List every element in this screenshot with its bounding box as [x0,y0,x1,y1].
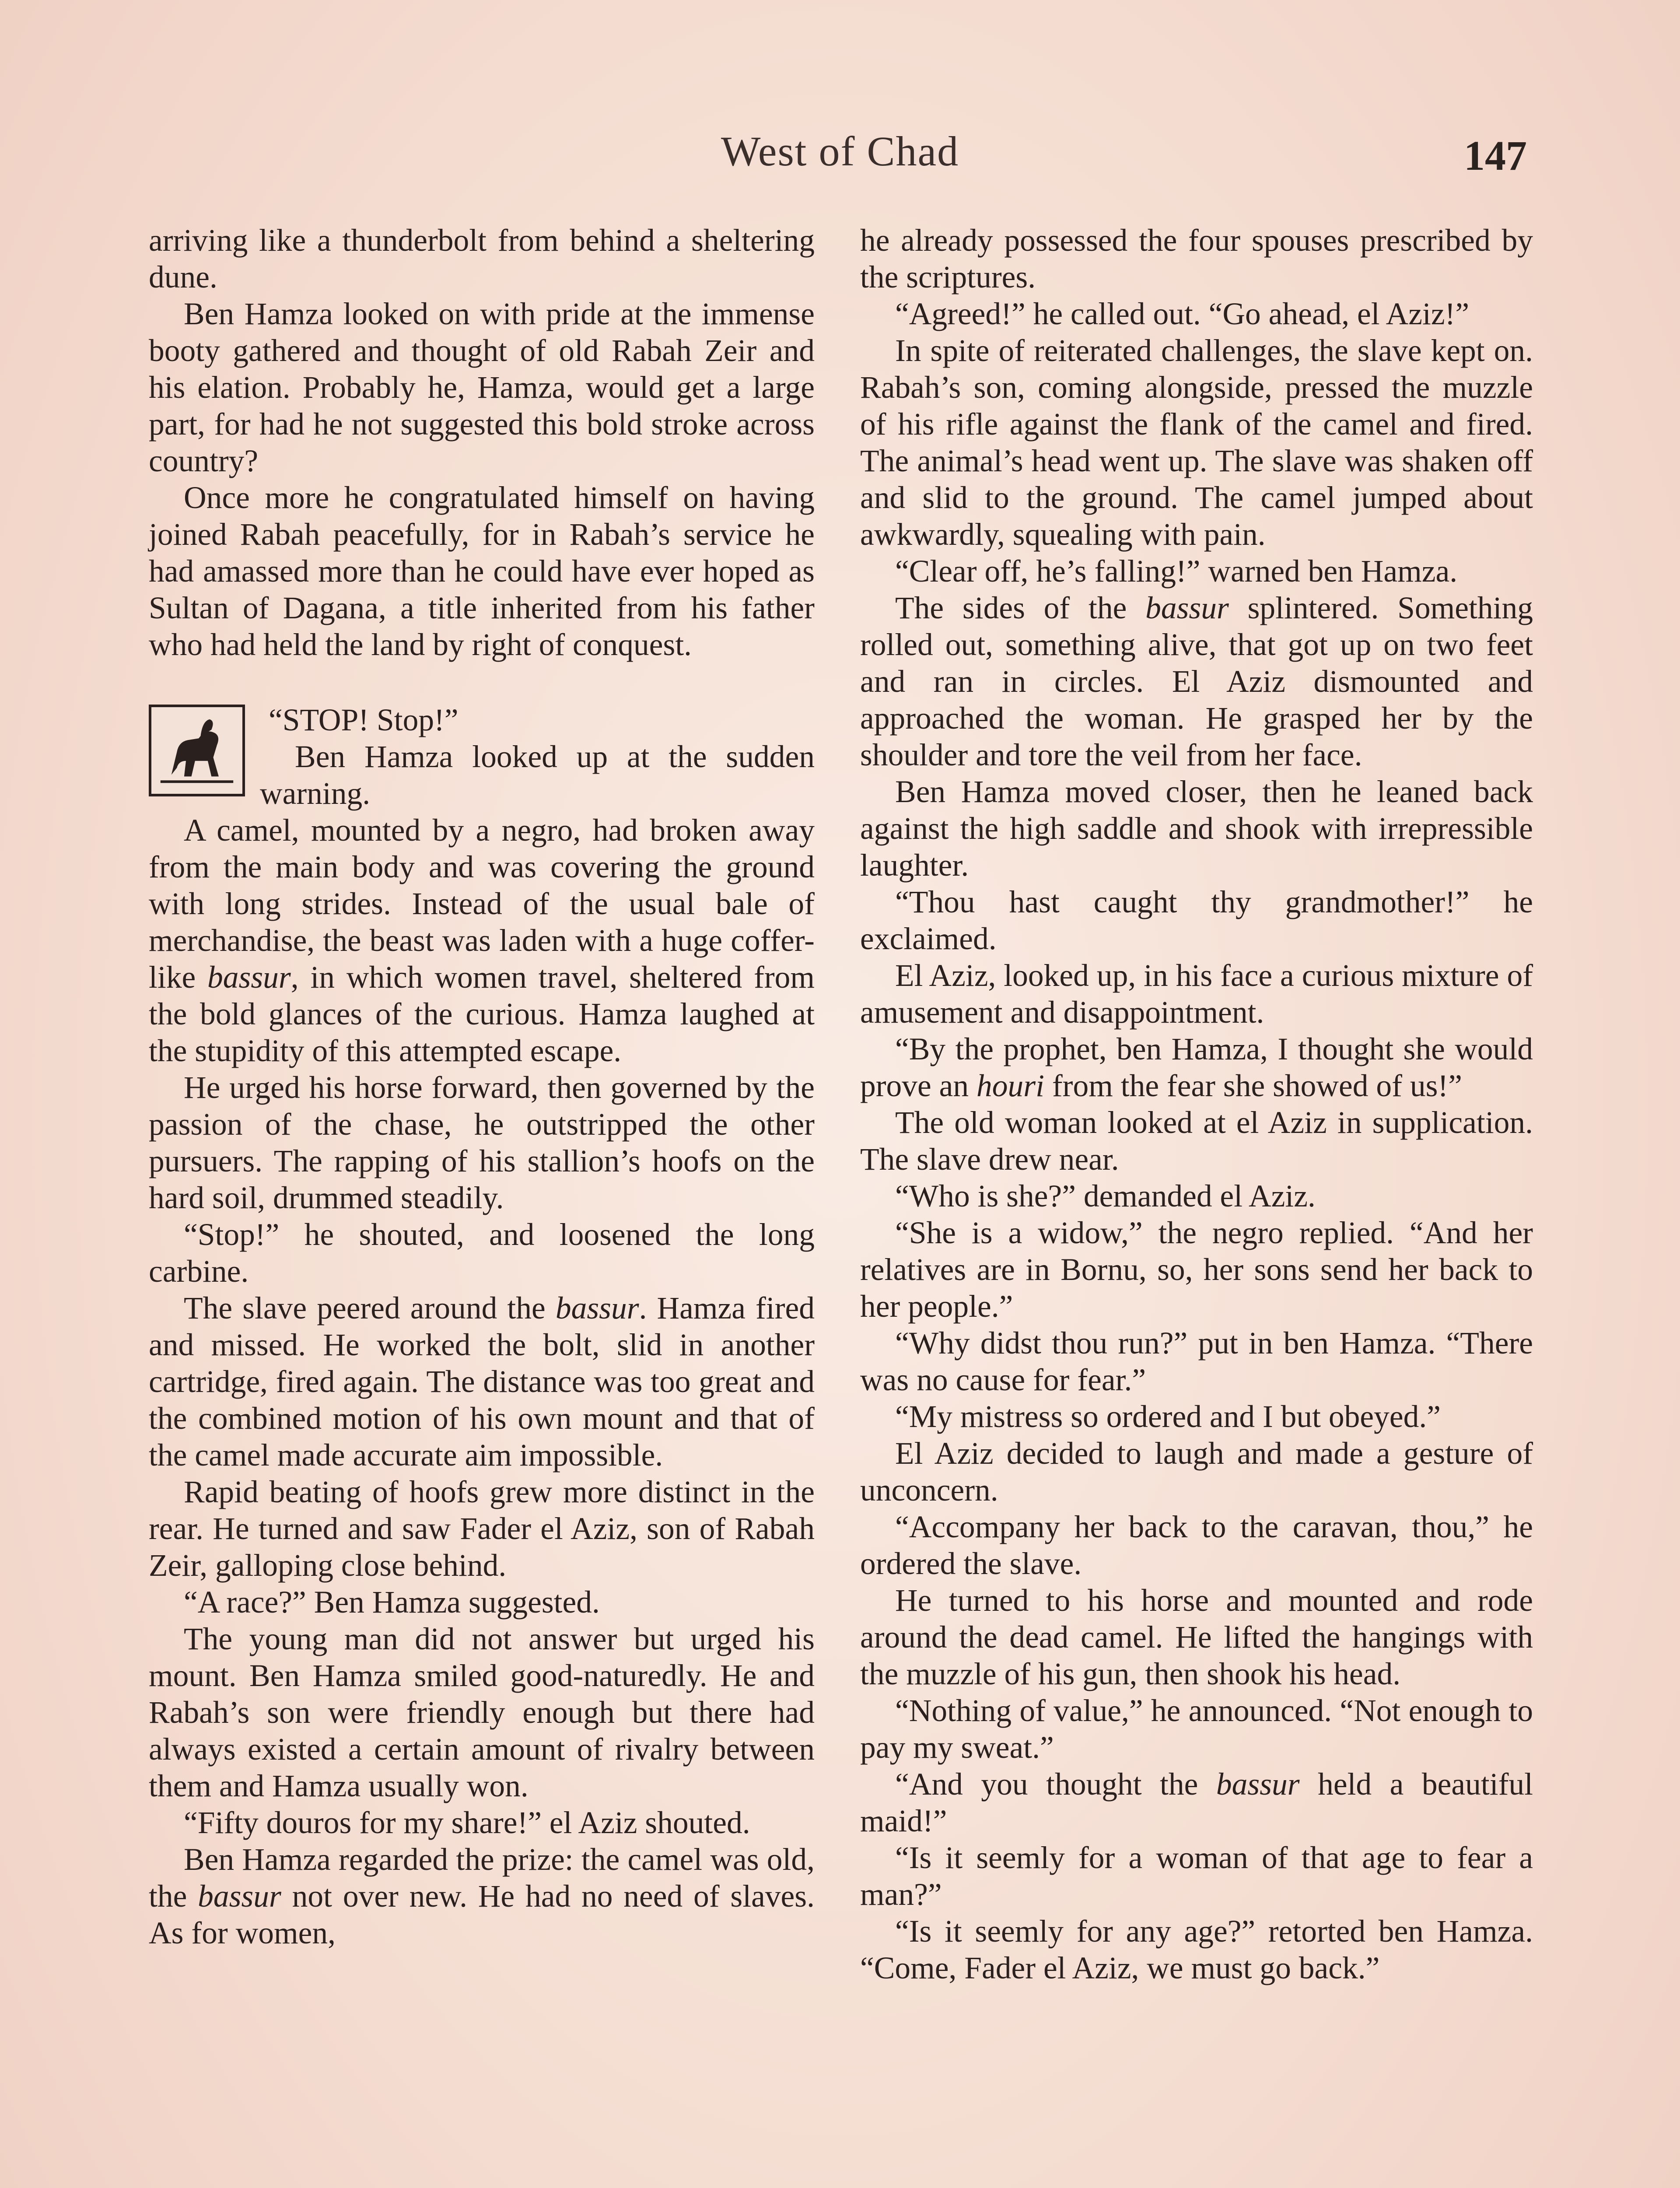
paragraph: “And you thought the bassur held a beautiful maid!” [860,1767,1533,1838]
paragraph: “A race?” Ben Hamza suggested. [184,1585,600,1620]
paragraph: “Who is she?” demanded el Aziz. [895,1179,1316,1213]
paragraph: The sides of the bassur splintered. Something rolled out, something alive, that got up on two feet and ran in circles. El Aziz dismounted and approached the woman. He grasped her by the shoulder and tore the veil from her face. [860,591,1533,772]
page-header-title: West of Chad [721,128,959,175]
paragraph: “Accompany her back to the caravan, thou,” he ordered the slave. [860,1510,1533,1581]
paragraph: “Why didst thou run?” put in ben Hamza. “There was no cause for fear.” [860,1326,1533,1397]
page-number: 147 [1464,132,1527,179]
paragraph: El Aziz decided to laugh and made a gesture of unconcern. [860,1436,1533,1508]
paragraph: “Is it seemly for a woman of that age to fear a man?” [860,1841,1533,1912]
rider-on-camel-illustration-icon [149,705,245,796]
paragraph: Ben Hamza looked on with pride at the immense booty gathered and thought of old Rabah Zeir and his elation. Probably he, Hamza, would get a large part, for had he not suggested this bold stroke across country? [149,297,815,478]
paragraph: The slave peered around the bassur. Hamza fired and missed. He worked the bolt, slid in another cartridge, fired again. The distance was too great and the combined motion of his own mount and that of the camel made accurate aim impossible. [149,1291,815,1473]
paragraph: A camel, mounted by a negro, had broken away from the main body and was covering the ground with long strides. Instead of the usual bale of merchandise, the beast was laden with a huge coffer-like bassur, in which women travel, sheltered from the bold glances of the curious. Hamza laughed at the stupidity of this attempted escape. [149,813,815,1068]
paragraph: Once more he congratulated himself on having joined Rabah peacefully, for in Rabah’s service he had amassed more than he could have ever hoped as Sultan of Dagana, a title inherited from his father who had held the land by right of conquest. [149,480,815,662]
paragraph: “Stop!” he shouted, and loosened the long carbine. [149,1217,815,1289]
paragraph: “By the prophet, ben Hamza, I thought she would prove an houri from the fear she showed of us!” [860,1032,1533,1103]
paragraph: El Aziz, looked up, in his face a curious mixture of amusement and disappointment. [860,958,1533,1030]
paragraph: “Clear off, he’s falling!” warned ben Hamza. [895,554,1458,589]
paragraph: “Agreed!” he called out. “Go ahead, el Aziz!” [895,297,1470,331]
left-column [149,222,815,1952]
paragraph: He turned to his horse and mounted and rode around the dead camel. He lifted the hangings with the muzzle of his gun, then shook his head. [860,1583,1533,1691]
paragraph: In spite of reiterated challenges, the slave kept on. Rabah’s son, coming alongside, pressed the muzzle of his rifle against the flank of the camel and fired. The animal’s head went up. The slave was shaken off and slid to the ground. The camel jumped about awkwardly, squealing with pain. [860,333,1533,552]
paragraph: “Is it seemly for any age?” retorted ben Hamza. “Come, Fader el Aziz, we must go back.” [860,1914,1533,1985]
section-opening [149,702,815,812]
paragraph: The old woman looked at el Aziz in supplication. The slave drew near. [860,1105,1533,1177]
paragraph: he already possessed the four spouses prescribed by the scriptures. [860,223,1533,295]
paragraph: Ben Hamza moved closer, then he leaned back against the high saddle and shook with irrepressible laughter. [860,775,1533,883]
right-column [860,222,1533,1987]
paragraph: Ben Hamza regarded the prize: the camel was old, the bassur not over new. He had no need of slaves. As for women, [149,1842,815,1950]
paragraph: “My mistress so ordered and I but obeyed.” [895,1399,1441,1434]
paragraph: Ben Hamza looked up at the sudden warning. [260,740,815,811]
paragraph: “STOP! Stop!” [269,703,458,737]
paragraph: arriving like a thunderbolt from behind a sheltering dune. [149,223,815,295]
paragraph: The young man did not answer but urged his mount. Ben Hamza smiled good-naturedly. He and Rabah’s son were friendly enough but there had always existed a certain amount of rivalry between them and Hamza usually won. [149,1622,815,1803]
paragraph: He urged his horse forward, then governed by the passion of the chase, he outstripped the other pursuers. The rapping of his stallion’s hoofs on the hard soil, drummed steadily. [149,1070,815,1215]
paragraph: “Thou hast caught thy grandmother!” he exclaimed. [860,885,1533,956]
paragraph: “Fifty douros for my share!” el Aziz shouted. [184,1806,750,1840]
paragraph: Rapid beating of hoofs grew more distinct in the rear. He turned and saw Fader el Aziz, son of Rabah Zeir, galloping close behind. [149,1475,815,1583]
paragraph: “She is a widow,” the negro replied. “And her relatives are in Bornu, so, her sons send her back to her people.” [860,1216,1533,1324]
paragraph: “Nothing of value,” he announced. “Not enough to pay my sweat.” [860,1694,1533,1765]
